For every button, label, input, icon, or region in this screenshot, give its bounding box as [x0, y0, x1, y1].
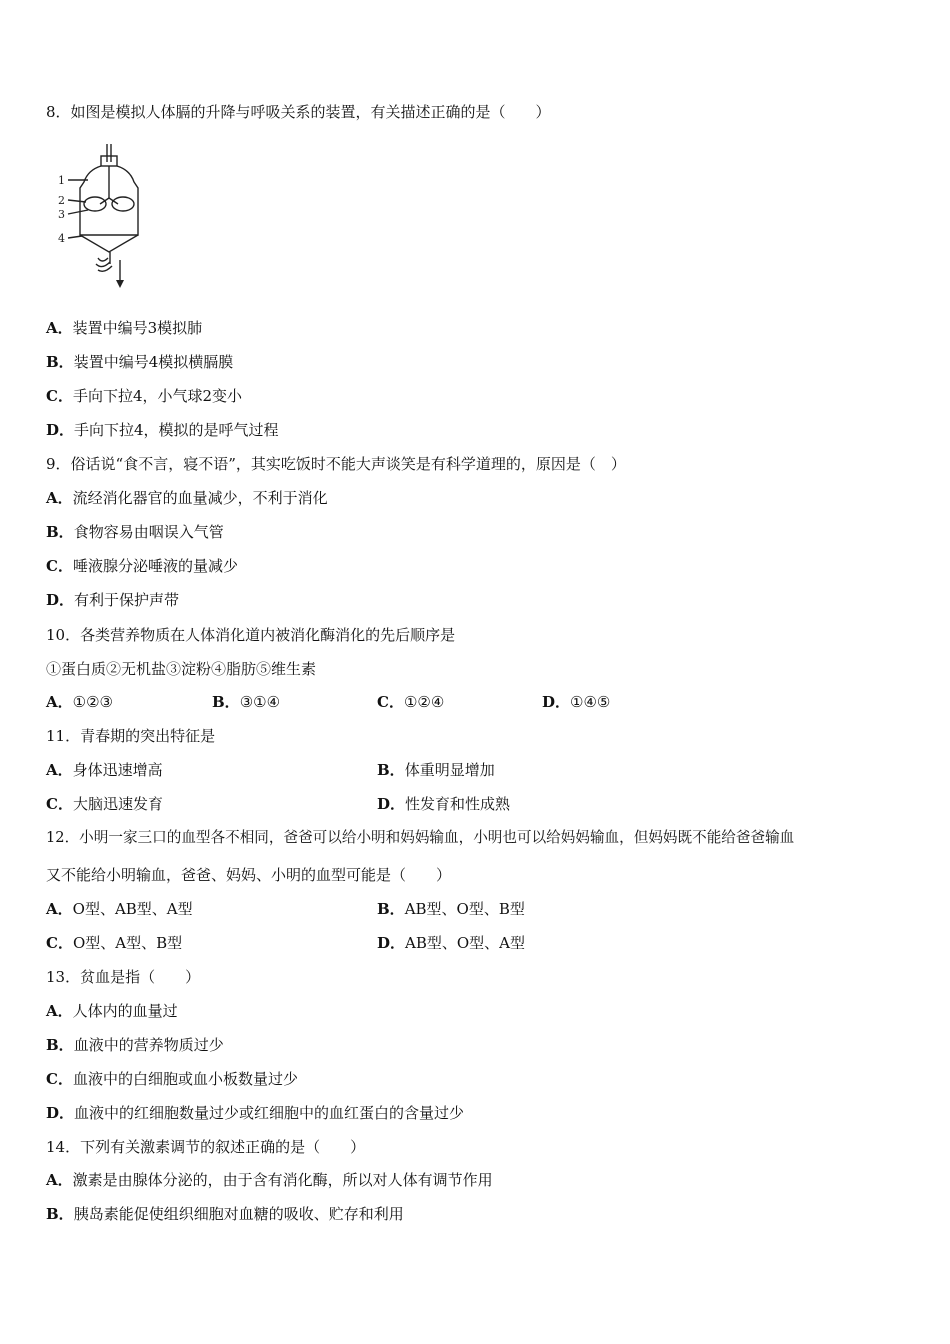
q13-option-c: C．血液中的白细胞或血小板数量过少: [46, 1070, 298, 1088]
q12-stem-line1: 12．小明一家三口的血型各不相同，爸爸可以给小明和妈妈输血，小明也可以给妈妈输血，但妈妈既不能给爸爸输血: [46, 829, 795, 846]
q14-option-b: B．胰岛素能促使组织细胞对血糖的吸收、贮存和利用: [46, 1205, 404, 1223]
q8-option-d: D．手向下拉4，模拟的是呼气过程: [46, 421, 279, 439]
figure-label-4: 4: [58, 232, 65, 245]
q10-option-d: D．①④⑤: [542, 693, 611, 711]
q11-option-b: B．体重明显增加: [377, 761, 495, 779]
q12-option-c: C．O型、A型、B型: [46, 934, 183, 952]
q10-stem: 10．各类营养物质在人体消化道内被消化酶消化的先后顺序是: [46, 626, 456, 644]
q13-stem: 13．贫血是指（ ）: [46, 968, 201, 986]
q11-option-c: C．大脑迅速发育: [46, 795, 163, 813]
q9-option-d: D．有利于保护声带: [46, 591, 180, 609]
q10-items: ①蛋白质②无机盐③淀粉④脂肪⑤维生素: [46, 660, 317, 678]
q14-stem: 14．下列有关激素调节的叙述正确的是（ ）: [46, 1138, 366, 1156]
bell-jar-diaphragm-figure: [58, 140, 148, 290]
q9-option-c: C．唾液腺分泌唾液的量减少: [46, 557, 238, 575]
q12-option-d: D．AB型、O型、A型: [377, 934, 526, 952]
q8-option-c: C．手向下拉4，小气球2变小: [46, 387, 243, 405]
q14-option-a: A．激素是由腺体分泌的，由于含有消化酶，所以对人体有调节作用: [46, 1171, 493, 1189]
q12-option-a: A．O型、AB型、A型: [46, 900, 193, 918]
q8-option-b: B．装置中编号4模拟横膈膜: [46, 353, 234, 371]
q9-option-a: A．流经消化器官的血量减少，不利于消化: [46, 489, 328, 507]
q13-option-d: D．血液中的红细胞数量过少或红细胞中的血红蛋白的含量过少: [46, 1104, 465, 1122]
q12-stem-line2: 又不能给小明输血，爸爸、妈妈、小明的血型可能是（ ）: [46, 866, 452, 884]
q9-stem: 9．俗话说“食不言，寝不语”，其实吃饭时不能大声谈笑是有科学道理的，原因是（ ）: [46, 455, 626, 473]
figure-label-3: 3: [58, 208, 65, 221]
q8-stem: 8．如图是模拟人体膈的升降与呼吸关系的装置，有关描述正确的是（ ）: [46, 103, 551, 121]
q9-option-b: B．食物容易由咽误入气管: [46, 523, 224, 541]
q13-option-a: A．人体内的血量过: [46, 1002, 178, 1020]
figure-label-1: 1: [58, 174, 65, 187]
figure-label-2: 2: [58, 194, 65, 207]
q11-stem: 11．青春期的突出特征是: [46, 727, 216, 745]
q13-option-b: B．血液中的营养物质过少: [46, 1036, 224, 1054]
q11-option-d: D．性发育和性成熟: [377, 795, 511, 813]
q11-option-a: A．身体迅速增高: [46, 761, 163, 779]
q12-option-b: B．AB型、O型、B型: [377, 900, 525, 918]
q10-option-b: B．③①④: [212, 693, 281, 711]
q10-option-c: C．①②④: [377, 693, 445, 711]
q8-option-a: A．装置中编号3模拟肺: [46, 319, 203, 337]
q10-option-a: A．①②③: [46, 693, 113, 711]
